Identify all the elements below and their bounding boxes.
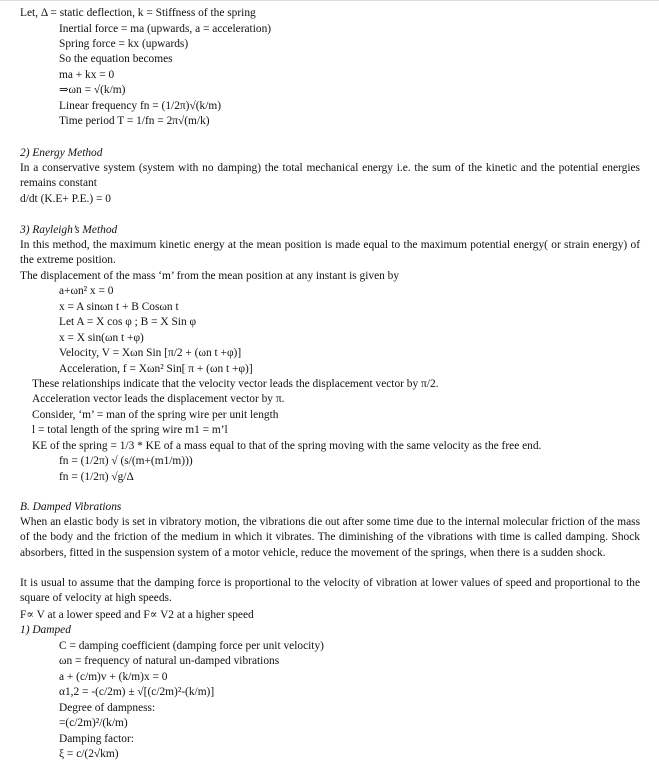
text-line: Inertial force = ma (upwards, a = acceleration) — [59, 23, 272, 35]
top-divider — [0, 0, 659, 1]
equation: d/dt (K.E+ P.E.) = 0 — [20, 193, 111, 205]
equation: a+ωn² x = 0 — [59, 285, 114, 297]
equation: Linear frequency fn = (1/2π)√(k/m) — [59, 100, 222, 112]
text-line: Damping factor: — [59, 733, 134, 745]
equation: ξ = c/(2√km) — [59, 748, 119, 760]
text-line: The displacement of the mass ‘m’ from the mean position at any instant is given by — [20, 270, 400, 282]
text-line: Let, Δ = static deflection, k = Stiffness of the spring — [20, 7, 256, 19]
equation: x = X sin(ωn t +φ) — [59, 332, 144, 344]
subsection-heading-damped: 1) Damped — [20, 624, 71, 636]
section-heading-rayleigh-method: 3) Rayleigh’s Method — [20, 224, 118, 236]
equation: x = A sinωn t + B Cosωn t — [59, 301, 179, 313]
text-line: KE of the spring = 1/3 * KE of a mass equal to that of the spring moving with the same velocity as the free end. — [32, 440, 542, 452]
text-line: C = damping coefficient (damping force per unit velocity) — [59, 640, 324, 652]
equation: ⇒ωn = √(k/m) — [59, 84, 126, 96]
section-heading-damped-vibrations: B. Damped Vibrations — [20, 501, 122, 513]
section-heading-energy-method: 2) Energy Method — [20, 147, 103, 159]
text-line: So the equation becomes — [59, 53, 173, 65]
paragraph: In a conservative system (system with no damping) the total mechanical energy i.e. the sum of the kinetic and the potential energies remains constant — [20, 162, 640, 190]
equation: α1,2 = -(c/2m) ± √[(c/2m)²-(k/m)] — [59, 686, 215, 698]
text-line: l = total length of the spring wire m1 = m’l — [32, 424, 228, 436]
text-line: ωn = frequency of natural un-damped vibrations — [59, 655, 280, 667]
text-line: Acceleration vector leads the displacement vector by π. — [32, 393, 285, 405]
text-line: These relationships indicate that the velocity vector leads the displacement vector by π/2. — [32, 378, 439, 390]
paragraph: When an elastic body is set in vibratory motion, the vibrations die out after some time due to the internal molecular friction of the mass of the body and the friction of the medium in which it vibrates. The diminishing of the vibrations with time is called damping. Shock absorbers, fitted in the suspension system of a motor vehicle, reduce the movement of the springs, when there is a sudden shock. — [20, 516, 640, 559]
text-line: F∝ V at a lower speed and F∝ V2 at a higher speed — [20, 609, 254, 621]
equation: a + (c/m)v + (k/m)x = 0 — [59, 671, 168, 683]
equation: ma + kx = 0 — [59, 69, 115, 81]
equation: fn = (1/2π) √g/Δ — [59, 471, 134, 483]
paragraph: It is usual to assume that the damping force is proportional to the velocity of vibration at lower values of speed and proportional to the square of velocity at high speeds. — [20, 577, 640, 605]
text-line: Spring force = kx (upwards) — [59, 38, 189, 50]
equation: Velocity, V = Xωn Sin [π/2 + (ωn t +φ)] — [59, 347, 242, 359]
equation: fn = (1/2π) √ (s/(m+(m1/m))) — [59, 455, 193, 467]
equation: Time period T = 1/fn = 2π√(m/k) — [59, 115, 210, 127]
equation: Let A = X cos φ ; B = X Sin φ — [59, 316, 197, 328]
equation: Acceleration, f = Xωn² Sin[ π + (ωn t +φ)] — [59, 363, 253, 375]
equation: =(c/2m)²/(k/m) — [59, 717, 128, 729]
paragraph: In this method, the maximum kinetic energy at the mean position is made equal to the maximum potential energy( or strain energy) of the extreme position. — [20, 239, 640, 267]
text-line: Degree of dampness: — [59, 702, 156, 714]
text-line: Consider, ‘m’ = man of the spring wire per unit length — [32, 409, 279, 421]
